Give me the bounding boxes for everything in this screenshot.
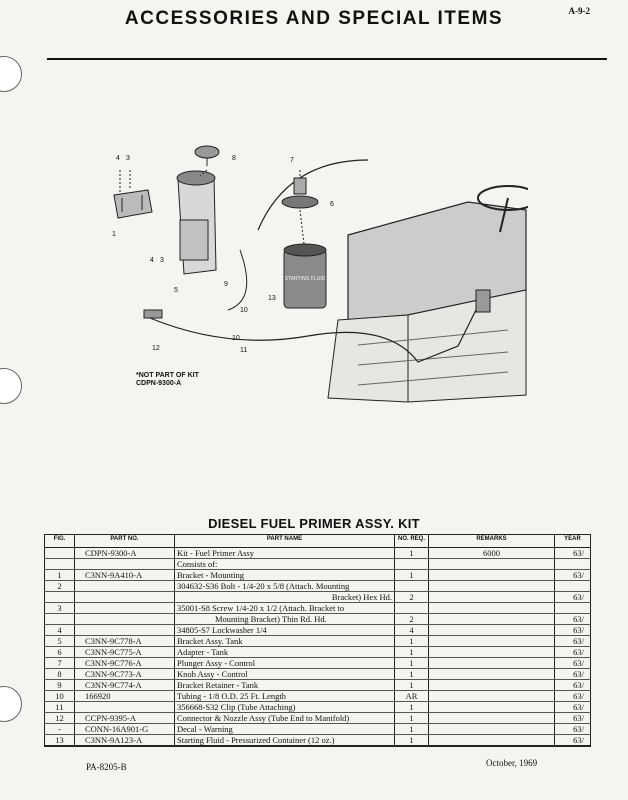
cell-qty: AR — [395, 691, 429, 702]
cell-fig: 3 — [45, 603, 75, 614]
cell-qty — [395, 603, 429, 614]
col-header-fig: FIG. — [45, 535, 75, 548]
table-header-row — [45, 535, 591, 548]
cell-fig — [45, 614, 75, 625]
callout-4-lower: 4 — [150, 257, 154, 264]
cell-part-no — [75, 625, 175, 636]
cell-remarks — [429, 636, 555, 647]
cell-name: Bracket) Hex Hd. — [175, 592, 395, 603]
cell-remarks — [429, 603, 555, 614]
mounting-bracket — [114, 190, 152, 218]
cell-part-no: 166920 — [75, 691, 175, 702]
binder-hole-top — [0, 56, 22, 92]
cell-fig: 6 — [45, 647, 75, 658]
cell-fig: 10 — [45, 691, 75, 702]
cell-year: 63/ — [555, 724, 591, 735]
note-line-1: *NOT PART OF KIT — [136, 372, 199, 379]
cell-name: Bracket Retainer - Tank — [175, 680, 395, 691]
cell-name: Bracket Assy. Tank — [175, 636, 395, 647]
callout-3-top: 3 — [126, 155, 130, 162]
cell-remarks — [429, 724, 555, 735]
cell-part-no: C3NN-9A410-A — [75, 570, 175, 581]
cell-year: 63/ — [555, 669, 591, 680]
callout-8: 8 — [232, 155, 236, 162]
table-row — [45, 548, 591, 559]
callout-5: 5 — [174, 287, 178, 294]
callout-11: 11 — [240, 347, 248, 354]
cell-fig: 8 — [45, 669, 75, 680]
cell-remarks — [429, 680, 555, 691]
cell-name: Plunger Assy - Control — [175, 658, 395, 669]
table-row — [45, 581, 591, 592]
cell-year: 63/ — [555, 570, 591, 581]
col-header-part-name: PART NAME — [175, 535, 395, 548]
control-plunger — [294, 178, 306, 194]
cell-remarks — [429, 658, 555, 669]
table-row — [45, 625, 591, 636]
control-knob — [195, 146, 219, 158]
cell-name: Bracket - Mounting — [175, 570, 395, 581]
callout-13: 13 — [268, 295, 276, 302]
cell-part-no: C3NN-9C776-A — [75, 658, 175, 669]
callout-6: 6 — [330, 201, 334, 208]
callout-9: 9 — [224, 281, 228, 288]
table-row — [45, 724, 591, 735]
title-divider — [47, 58, 607, 60]
cell-name: Mounting Bracket) Thin Rd. Hd. — [175, 614, 395, 625]
table-row — [45, 570, 591, 581]
cell-year: 63/ — [555, 691, 591, 702]
cell-remarks — [429, 735, 555, 747]
cell-qty: 1 — [395, 548, 429, 559]
cell-remarks — [429, 702, 555, 713]
cell-fig — [45, 548, 75, 559]
cell-fig: 7 — [45, 658, 75, 669]
callout-10-lower: 10 — [232, 335, 240, 342]
cell-fig — [45, 559, 75, 570]
callout-7: 7 — [290, 157, 294, 164]
cell-part-no: C3NN-9C778-A — [75, 636, 175, 647]
cell-qty: 1 — [395, 724, 429, 735]
col-header-year: YEAR — [555, 535, 591, 548]
cell-year: 63/ — [555, 636, 591, 647]
table-row — [45, 614, 591, 625]
col-header-remarks: REMARKS — [429, 535, 555, 548]
cell-year: 63/ — [555, 614, 591, 625]
cell-part-no: CCPN-9395-A — [75, 713, 175, 724]
cell-fig: 2 — [45, 581, 75, 592]
cell-name: Decal - Warning — [175, 724, 395, 735]
cell-part-no: CONN-16A901-G — [75, 724, 175, 735]
table-row — [45, 713, 591, 724]
cell-qty: 4 — [395, 625, 429, 636]
cell-name: Kit - Fuel Primer Assy — [175, 548, 395, 559]
cell-year — [555, 603, 591, 614]
cell-part-no — [75, 702, 175, 713]
callout-1: 1 — [112, 231, 116, 238]
cell-remarks — [429, 581, 555, 592]
cell-qty: 1 — [395, 570, 429, 581]
cell-remarks — [429, 625, 555, 636]
cell-remarks — [429, 647, 555, 658]
cell-fig: 5 — [45, 636, 75, 647]
cell-remarks — [429, 614, 555, 625]
cell-remarks: 6000 — [429, 548, 555, 559]
cell-part-no: C3NN-9A123-A — [75, 735, 175, 747]
cell-part-no — [75, 614, 175, 625]
cell-part-no: C3NN-9C773-A — [75, 669, 175, 680]
cell-name: 356668-S32 Clip (Tube Attaching) — [175, 702, 395, 713]
cell-remarks — [429, 570, 555, 581]
callout-3-lower: 3 — [160, 257, 164, 264]
table-row — [45, 647, 591, 658]
cell-year: 63/ — [555, 702, 591, 713]
table-row — [45, 680, 591, 691]
binder-hole-bottom — [0, 686, 22, 722]
table-row — [45, 658, 591, 669]
exploded-parts-diagram — [108, 140, 528, 440]
footer-date: October, 1969 — [486, 758, 538, 768]
callout-10-upper: 10 — [240, 307, 248, 314]
cell-qty — [395, 581, 429, 592]
table-row — [45, 559, 591, 570]
cell-part-no: C3NN-9C774-A — [75, 680, 175, 691]
cell-part-no: CDPN-9300-A — [75, 548, 175, 559]
cell-remarks — [429, 559, 555, 570]
page-title: ACCESSORIES AND SPECIAL ITEMS — [124, 8, 504, 29]
table-row — [45, 636, 591, 647]
table-row — [45, 603, 591, 614]
cell-qty: 1 — [395, 713, 429, 724]
cell-qty: 1 — [395, 669, 429, 680]
cell-qty: 2 — [395, 614, 429, 625]
cell-remarks — [429, 691, 555, 702]
cell-part-no: C3NN-9C775-A — [75, 647, 175, 658]
cell-qty: 1 — [395, 680, 429, 691]
page-reference: A-9-2 — [568, 6, 590, 16]
cell-name: Knob Assy - Control — [175, 669, 395, 680]
cell-fig: 4 — [45, 625, 75, 636]
cell-year: 63/ — [555, 548, 591, 559]
canister-label: STARTING FLUID — [284, 276, 326, 282]
cell-fig: 1 — [45, 570, 75, 581]
cell-qty: 2 — [395, 592, 429, 603]
parts-table — [44, 534, 591, 747]
cell-fig: 11 — [45, 702, 75, 713]
cell-year: 63/ — [555, 735, 591, 747]
cell-remarks — [429, 713, 555, 724]
cell-part-no — [75, 559, 175, 570]
cell-part-no — [75, 581, 175, 592]
cell-qty: 1 — [395, 636, 429, 647]
cell-part-no — [75, 603, 175, 614]
cell-fig: 12 — [45, 713, 75, 724]
table-row — [45, 735, 591, 747]
callout-4-top: 4 — [116, 155, 120, 162]
cell-name: 34805-S7 Lockwasher 1/4 — [175, 625, 395, 636]
cell-name: Starting Fluid - Pressurized Container (12 oz.) — [175, 735, 395, 747]
cell-qty — [395, 559, 429, 570]
cell-year — [555, 581, 591, 592]
callout-12: 12 — [152, 345, 160, 352]
cell-name: Adapter - Tank — [175, 647, 395, 658]
col-header-part-no: PART NO. — [75, 535, 175, 548]
cell-part-no — [75, 592, 175, 603]
cell-year — [555, 559, 591, 570]
cell-year: 63/ — [555, 647, 591, 658]
connector-nozzle — [144, 310, 162, 318]
cell-name: Consists of: — [175, 559, 395, 570]
cell-fig: 13 — [45, 735, 75, 747]
cell-qty: 1 — [395, 658, 429, 669]
note-line-2: CDPN-9300-A — [136, 380, 182, 387]
control-valve — [476, 290, 490, 312]
table-row — [45, 592, 591, 603]
cell-year: 63/ — [555, 625, 591, 636]
cell-year: 63/ — [555, 658, 591, 669]
cell-name: Tubing - 1/8 O.D. 25 Ft. Length — [175, 691, 395, 702]
cell-name: Connector & Nozzle Assy (Tube End to Manifold) — [175, 713, 395, 724]
cell-name: 304632-S36 Bolt - 1/4-20 x 5/8 (Attach. Mounting — [175, 581, 395, 592]
kit-title: DIESEL FUEL PRIMER ASSY. KIT — [208, 516, 420, 531]
footer-form-number: PA-8205-B — [86, 762, 127, 772]
tank-adapter — [282, 196, 318, 208]
table-row — [45, 669, 591, 680]
cell-remarks — [429, 669, 555, 680]
table-row — [45, 691, 591, 702]
cell-qty: 1 — [395, 647, 429, 658]
cell-remarks — [429, 592, 555, 603]
cell-qty: 1 — [395, 735, 429, 747]
cell-fig: - — [45, 724, 75, 735]
cell-name: 35001-S8 Screw 1/4-20 x 1/2 (Attach. Bracket to — [175, 603, 395, 614]
cell-year: 63/ — [555, 680, 591, 691]
cell-qty: 1 — [395, 702, 429, 713]
not-part-of-kit-note — [136, 372, 199, 388]
cell-year: 63/ — [555, 713, 591, 724]
col-header-no-req: NO. REQ. — [395, 535, 429, 548]
table-row — [45, 702, 591, 713]
binder-hole-middle — [0, 368, 22, 404]
cell-fig — [45, 592, 75, 603]
cell-fig: 9 — [45, 680, 75, 691]
cell-year: 63/ — [555, 592, 591, 603]
